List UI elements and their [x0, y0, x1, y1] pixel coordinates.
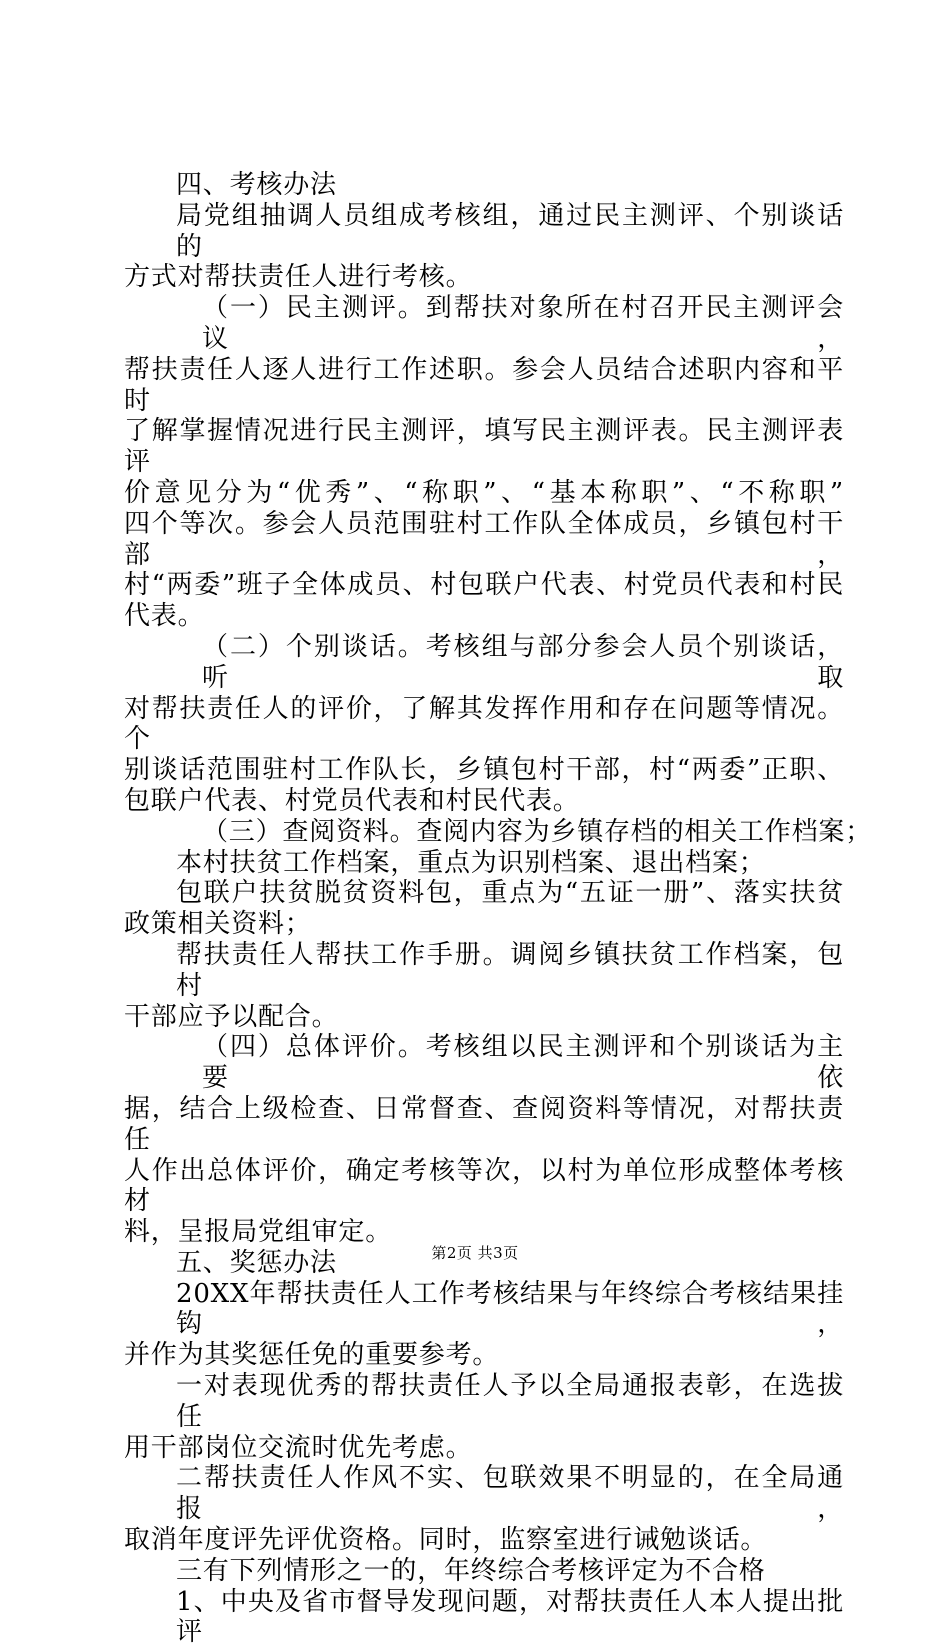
text-line: 取消年度评先评优资格。同时，监察室进行诫勉谈话。: [124, 1525, 768, 1556]
text-line: 对帮扶责任人的评价，了解其发挥作用和存在问题等情况。个: [124, 693, 844, 755]
text-line: 料，呈报局党组审定。: [124, 1217, 393, 1248]
text-line: 代表。: [124, 601, 205, 632]
text-line: 20XX年帮扶责任人工作考核结果与年终综合考核结果挂钩，: [176, 1278, 844, 1340]
text-line: 包联户扶贫脱贫资料包，重点为“五证一册”、落实扶贫: [176, 878, 844, 909]
section-heading-4: 四、考核办法: [176, 170, 337, 200]
text-line: 政策相关资料；: [124, 909, 312, 940]
text-line: 别谈话范围驻村工作队长，乡镇包村干部，村“两委”正职、: [124, 755, 844, 786]
page-footer: 第2页 共3页: [431, 1244, 519, 1262]
text-line: （一）民主测评。到帮扶对象所在村召开民主测评会议，: [202, 293, 844, 354]
text-line: 价意见分为“优秀”、“称职”、“基本称职”、“不称职”: [124, 477, 844, 508]
text-line: 三有下列情形之一的，年终综合考核评定为不合格: [176, 1555, 766, 1586]
text-line: （四）总体评价。考核组以民主测评和个别谈话为主要依: [202, 1032, 844, 1094]
text-line: 方式对帮扶责任人进行考核。: [124, 262, 473, 293]
text-line: （二）个别谈话。考核组与部分参会人员个别谈话，听取: [202, 631, 844, 693]
text-line: 了解掌握情况进行民主测评，填写民主测评表。民主测评表评: [124, 416, 844, 478]
section-heading-5: 五、奖惩办法: [176, 1247, 337, 1278]
text-line: 包联户代表、村党员代表和村民代表。: [124, 785, 580, 816]
text-line: 局党组抽调人员组成考核组，通过民主测评、个别谈话的: [176, 200, 844, 262]
text-line: 本村扶贫工作档案，重点为识别档案、退出档案；: [176, 847, 766, 878]
document-body: [124, 170, 873, 1648]
text-line: 据，结合上级检查、日常督查、查阅资料等情况，对帮扶责任: [124, 1093, 844, 1155]
text-line: 用干部岗位交流时优先考虑。: [124, 1432, 473, 1463]
text-line: 村“两委”班子全体成员、村包联户代表、村党员代表和村民: [124, 570, 844, 601]
text-line: 干部应予以配合。: [124, 1001, 339, 1032]
text-line: 四个等次。参会人员范围驻村工作队全体成员，乡镇包村干部，: [124, 508, 844, 570]
text-line: 二帮扶责任人作风不实、包联效果不明显的，在全局通报，: [176, 1463, 844, 1525]
text-line: 并作为其奖惩任免的重要参考。: [124, 1340, 500, 1371]
text-line: 1、中央及省市督导发现问题，对帮扶责任人本人提出批评: [176, 1586, 844, 1648]
text-line: 一对表现优秀的帮扶责任人予以全局通报表彰，在选拔任: [176, 1371, 844, 1432]
text-line: （三）查阅资料。查阅内容为乡镇存档的相关工作档案；: [202, 816, 873, 847]
text-line: 帮扶责任人逐人进行工作述职。参会人员结合述职内容和平时: [124, 354, 844, 416]
text-line: 帮扶责任人帮扶工作手册。调阅乡镇扶贫工作档案，包村: [176, 939, 844, 1001]
text-line: 人作出总体评价，确定考核等次，以村为单位形成整体考核材: [124, 1155, 844, 1217]
